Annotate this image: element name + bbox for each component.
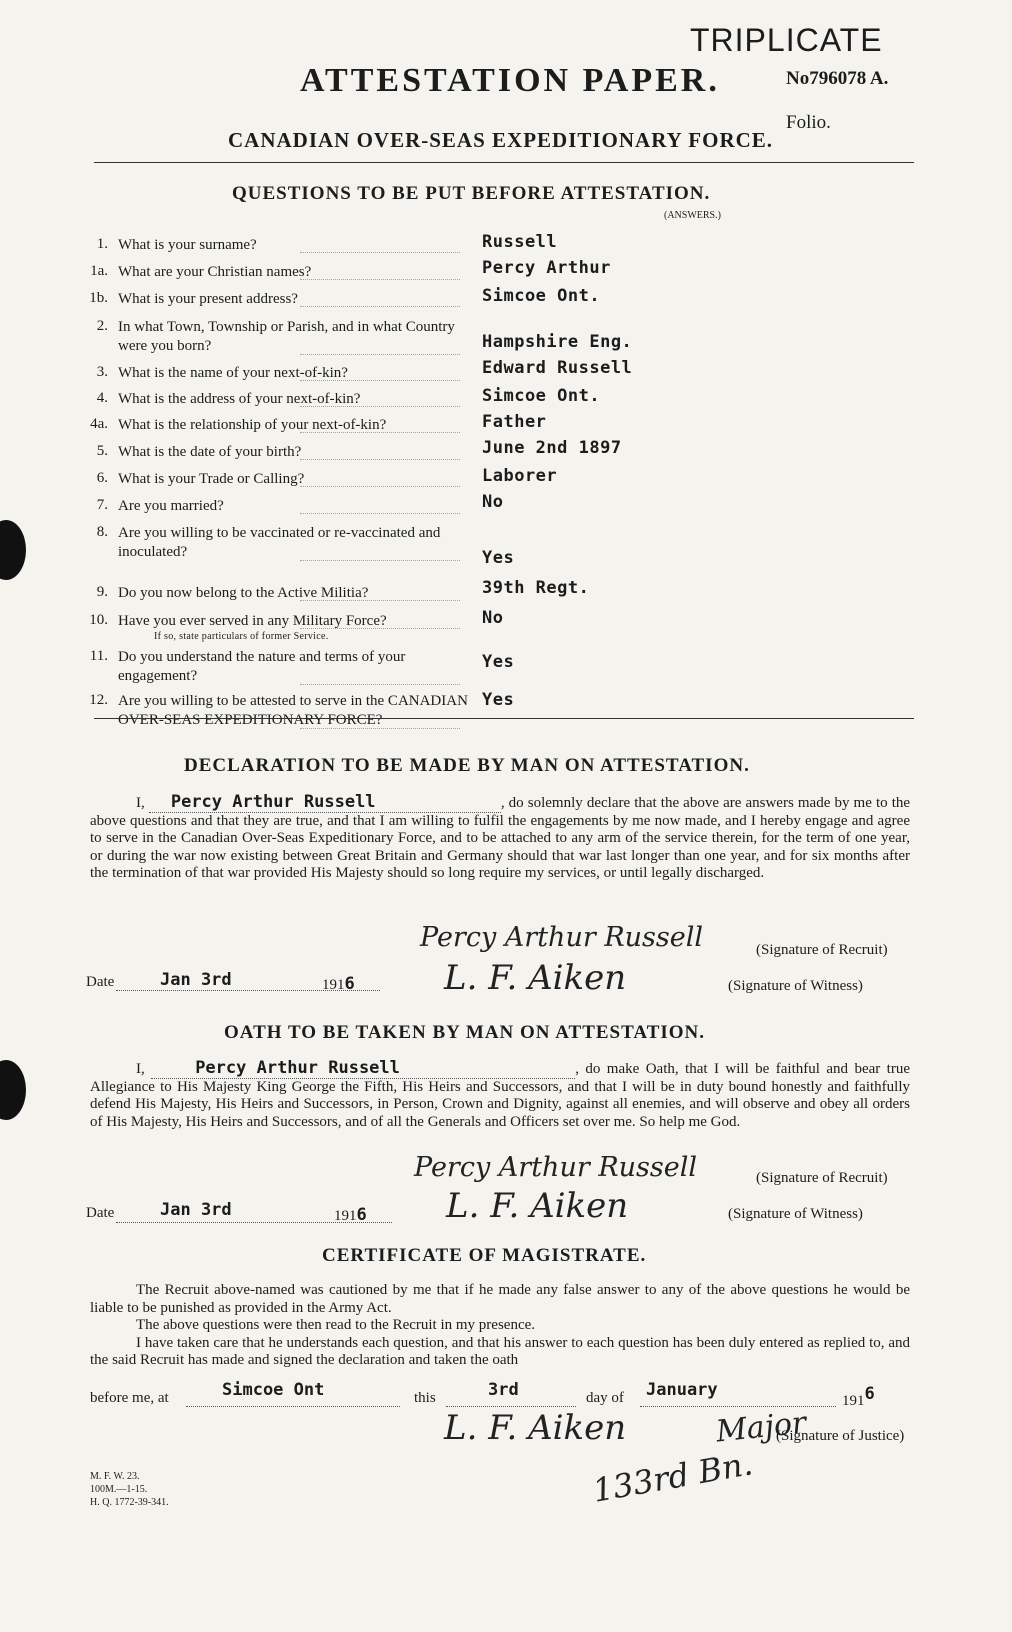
declaration-witness-signature: L. F. Aiken [444,958,627,998]
declaration-recruit-sig-label: (Signature of Recruit) [756,942,888,958]
divider [94,162,914,163]
place-line [186,1406,400,1407]
question-leader [300,279,460,280]
answer-value: Edward Russell [482,358,633,378]
answer-value: Yes [482,652,515,672]
certificate-month: January [646,1380,718,1400]
punch-hole-top [0,520,26,580]
declaration-year-prefix: 191 [322,977,345,993]
declaration-name: Percy Arthur Russell [149,794,501,813]
serial-number: No796078 A. [786,68,889,89]
date-line [116,1222,392,1223]
justice-unit: 133rd Bn. [589,1444,756,1510]
oath-year-prefix: 191 [334,1208,357,1224]
oath-year-suffix: 6 [356,1205,367,1225]
answer-value: Laborer [482,466,558,486]
question-number: 10. [89,612,108,628]
certificate-this-label: this [414,1390,436,1406]
question-leader [300,354,460,355]
oath-body [90,1060,910,1131]
question-number: 3. [96,364,108,380]
question-leader [300,628,460,629]
question-number: 8. [96,524,108,540]
question-number: 7. [96,497,108,513]
divider [94,718,914,719]
certificate-day-label: day of [586,1390,624,1406]
question-label: What is your present address? [118,291,298,307]
question-text [118,524,468,562]
form-code-line-1: M. F. W. 23. [90,1471,140,1482]
oath-prefix: I, [136,1061,145,1077]
question-number: 5. [96,443,108,459]
certificate-place: Simcoe Ont [222,1380,325,1400]
certificate-body [90,1282,910,1370]
day-line [446,1406,576,1407]
certificate-year [842,1384,875,1410]
declaration-prefix: I, [136,795,145,811]
justice-sig-label: (Signature of Justice) [776,1428,905,1444]
question-label: What is the address of your next-of-kin? [118,391,361,407]
oath-text-rest: bear true Allegiance to His Majesty King George the Fifth, His Heirs and Successors, and that I will be in duty bound honestly and faithfully defend His Majesty, His Heirs and Successors, in Person, Crown and Dignity, against all enemies, and will observe and obey all orders of His Majesty, His Heirs and Successors, and of all the Generals and Officers set over me. So help me God. [90,1061,910,1130]
declaration-text-first: , do solemnly declare that the above are answers [500,795,794,811]
question-number: 2. [96,318,108,334]
answer-value: June 2nd 1897 [482,438,622,458]
month-line [640,1406,836,1407]
answer-value: Hampshire Eng. [482,332,633,352]
date-line [116,990,380,991]
question-number: 1b. [89,290,108,306]
declaration-text-rest: made by me to the above questions and that they are true, and that I am willing to fulfil the engagements by me now made, and I hereby engage and agree to serve in the Canadian Over-Seas Expeditionary Force, and to be attached to any arm of the service therein, for the term of one year, or during the war now existing between Great Britain and Germany should that war last longer than one year, and for six months after the termination of that war provided His Majesty should so long require my services, or until legally discharged. [90,795,911,881]
answer-value: 39th Regt. [482,578,590,598]
question-number: 12. [89,692,108,708]
answer-value: Percy Arthur [482,258,611,278]
question-label: What is the date of your birth? [118,444,302,460]
question-label: What is your Trade or Calling? [118,471,305,487]
form-code-line-2: 100M.—1-15. [90,1484,148,1495]
declaration-year [322,974,355,994]
question-label: What is your surname? [118,237,257,253]
answer-value: Yes [482,690,515,710]
question-number: 11. [89,648,108,664]
question-leader [300,486,460,487]
answers-label: (ANSWERS.) [664,210,721,221]
question-label: In what Town, Township or Parish, and in what Country were you born? [118,319,455,354]
punch-hole-bottom [0,1060,26,1120]
oath-witness-signature: L. F. Aiken [446,1186,629,1226]
form-code-line-3: H. Q. 1772-39-341. [90,1497,169,1508]
oath-recruit-signature: Percy Arthur Russell [414,1152,697,1183]
question-label: What are your Christian names? [118,264,312,280]
oath-title: OATH TO BE TAKEN BY MAN ON ATTESTATION. [224,1022,706,1043]
oath-witness-sig-label: (Signature of Witness) [728,1206,863,1222]
questions-title: QUESTIONS TO BE PUT BEFORE ATTESTATION. [232,183,711,204]
question-leader [300,380,460,381]
certificate-para-2: The above questions were then read to the Recruit in my presence. [136,1317,536,1333]
answer-value: No [482,608,504,628]
question-leader [300,728,460,729]
question-number: 1a. [90,263,108,279]
question-leader [300,560,460,561]
question-note: If so, state particulars of former Service. [154,631,329,642]
oath-text-first: , do make Oath, that I will be faithful and [575,1061,848,1077]
oath-date-label: Date [86,1205,115,1221]
answer-value: Simcoe Ont. [482,386,601,406]
form-code [90,1470,169,1509]
certificate-para-1: The Recruit above-named was cautioned by me that if he made any false answer to any of the above questions he would be liable to be punished as provided in the Army Act. [90,1282,910,1316]
form-title: ATTESTATION PAPER. [300,62,720,99]
question-label: Have you ever served in any Military Force? [118,613,387,629]
question-label: Are you willing to be vaccinated or re-vaccinated and inoculated? [118,525,441,560]
question-label: Do you now belong to the Active Militia? [118,585,369,601]
folio-label: Folio. [786,112,831,133]
certificate-day: 3rd [488,1380,519,1400]
question-number: 6. [96,470,108,486]
question-leader [300,306,460,307]
oath-name: Percy Arthur Russell [151,1060,575,1079]
question-label: Are you married? [118,498,224,514]
question-label: Are you willing to be attested to serve in the CANADIAN OVER-SEAS EXPEDITIONARY FORCE? [118,693,468,728]
justice-rank: Major [714,1405,808,1450]
question-text [118,692,468,730]
declaration-date-label: Date [86,974,115,990]
question-leader [300,513,460,514]
question-leader [300,459,460,460]
question-label: Do you understand the nature and terms of your engagement? [118,649,406,684]
oath-recruit-sig-label: (Signature of Recruit) [756,1170,888,1186]
certificate-title: CERTIFICATE OF MAGISTRATE. [322,1245,647,1266]
declaration-year-suffix: 6 [344,974,355,994]
answer-value: Simcoe Ont. [482,286,601,306]
question-label: What is the name of your next-of-kin? [118,365,348,381]
form-subtitle: CANADIAN OVER-SEAS EXPEDITIONARY FORCE. [228,128,774,152]
certificate-para-3: I have taken care that he understands each question, and that his answer to each question has been duly entered as replied to, and the said Recruit has made and signed the declaration and taken the oath [90,1334,910,1368]
declaration-date: Jan 3rd [160,970,232,990]
question-leader [300,432,460,433]
question-text [118,648,468,686]
certificate-year-suffix: 6 [864,1384,875,1404]
declaration-title: DECLARATION TO BE MADE BY MAN ON ATTESTATION. [184,755,750,776]
question-number: 9. [96,584,108,600]
answer-value: Yes [482,548,515,568]
question-number: 4a. [90,416,108,432]
question-text [118,318,468,356]
justice-signature: L. F. Aiken [444,1408,627,1448]
oath-date: Jan 3rd [160,1200,232,1220]
question-leader [300,684,460,685]
declaration-recruit-signature: Percy Arthur Russell [420,922,703,953]
question-leader [300,600,460,601]
certificate-year-prefix: 191 [842,1393,865,1409]
answer-value: Father [482,412,547,432]
copy-stamp: TRIPLICATE [690,22,883,58]
certificate-before-label: before me, at [90,1390,169,1406]
question-leader [300,406,460,407]
question-label: What is the relationship of your next-of-kin? [118,417,387,433]
answer-value: No [482,492,504,512]
question-leader [300,252,460,253]
declaration-witness-sig-label: (Signature of Witness) [728,978,863,994]
question-number: 1. [96,236,108,252]
answer-value: Russell [482,232,558,252]
question-number: 4. [96,390,108,406]
declaration-body [90,794,910,883]
